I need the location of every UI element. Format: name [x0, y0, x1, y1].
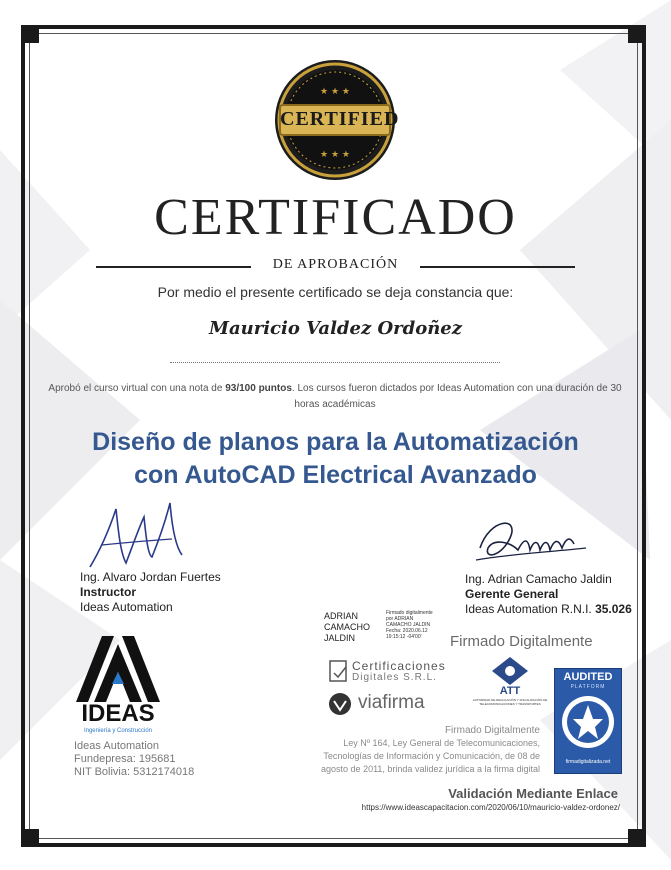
digital-signer-line3: JALDIN: [324, 633, 356, 643]
ideas-tagline: Ingeniería y Construcción: [83, 728, 153, 734]
frame-corner: [21, 25, 39, 43]
manager-company: [465, 602, 655, 617]
ideas-info-line3: NIT Bolivia: 5312174018: [74, 766, 195, 778]
digital-signer-line1: ADRIAN: [324, 611, 359, 621]
certificaciones-line1: Certificaciones: [352, 659, 446, 673]
instructor-block: [80, 570, 280, 615]
att-icon: [470, 655, 550, 689]
digital-stamp-line1: Firmado digitalmente: [386, 610, 433, 616]
firmado-heading: Firmado Digitalmente: [450, 633, 593, 650]
digital-signer-name: [324, 611, 384, 644]
frame-corner: [628, 829, 646, 847]
ideas-info-line2: Fundepresa: 195681: [74, 753, 176, 765]
digital-stamp-line2: por ADRIAN: [386, 616, 414, 622]
audited-badge: [554, 668, 622, 774]
svg-text:★ ★ ★: ★ ★ ★: [320, 150, 350, 160]
ideas-logo: [72, 632, 164, 740]
legal-line2: Tecnologías de Información y Comunicación, de 08 de: [323, 751, 540, 761]
legal-line1: Ley Nº 164, Ley General de Telecomunicaciones,: [343, 738, 540, 748]
digital-stamp: [386, 610, 446, 640]
ideas-info: [74, 740, 234, 779]
instructor-name: Ing. Alvaro Jordan Fuertes: [80, 570, 221, 584]
audited-url: firmadigitalizada.net: [565, 759, 611, 765]
att-logo: [470, 655, 550, 705]
instructor-role: Instructor: [80, 585, 137, 599]
certificate-subtitle: DE APROBACIÓN: [272, 257, 399, 272]
course-title-line2: con AutoCAD Electrical Avanzado: [134, 461, 537, 489]
description-post: . Los cursos fueron dictados por Ideas Automation con una duración de 30 horas académicas: [291, 383, 622, 410]
description-pre: Aprobó el curso virtual con una nota de: [48, 383, 226, 394]
certificaciones-logo: [328, 657, 458, 687]
ideas-info-line1: Ideas Automation: [74, 740, 160, 752]
ideas-brand: IDEAS: [81, 700, 155, 727]
course-title: [0, 426, 671, 492]
digital-stamp-line3: CAMACHO JALDIN: [386, 622, 431, 628]
audited-label: AUDITED: [563, 671, 613, 683]
validation-link[interactable]: https://www.ideascapacitacion.com/2020/06/10/mauricio-valdez-ordonez/: [361, 803, 620, 812]
ideas-logo-mark: [72, 632, 164, 704]
legal-title: Firmado Digitalmente: [444, 725, 540, 736]
certified-badge-text: CERTIFIED: [280, 108, 400, 130]
instructor-signature: [82, 497, 192, 577]
certificaciones-line2: Digitales S.R.L.: [352, 672, 437, 683]
audited-seal-icon: [555, 691, 621, 753]
name-dotted-rule: [170, 362, 500, 363]
course-title-line1: Diseño de planos para la Automatización: [92, 428, 579, 456]
certificaciones-icon: [328, 659, 350, 683]
grade: 93/100 puntos: [225, 383, 292, 394]
manager-rni: 35.026: [595, 602, 632, 616]
viafirma-icon: [328, 692, 352, 716]
manager-signature: [470, 508, 590, 578]
validation-label: Validación Mediante Enlace: [448, 786, 618, 801]
manager-block: [465, 572, 655, 617]
digital-stamp-line4: Fecha: 2020.06.12: [386, 628, 428, 634]
frame-corner: [21, 829, 39, 847]
course-description: [40, 381, 630, 413]
att-caption: AUTORIDAD DE REGULACIÓN Y FISCALIZACIÓN DE TELECOMUNICACIONES Y TRANSPORTES: [472, 698, 548, 706]
digital-stamp-line5: 19:15:12 -04'00': [386, 634, 422, 640]
manager-role: Gerente General: [465, 587, 559, 601]
legal-line3: agosto de 2011, brinda validez jurídica a la firma digital: [321, 764, 540, 774]
viafirma-text: viafirma: [358, 692, 425, 713]
manager-name: Ing. Adrian Camacho Jaldin: [465, 572, 612, 586]
instructor-company: Ideas Automation: [80, 600, 173, 614]
viafirma-logo: [328, 692, 458, 718]
audited-sub: PLATFORM: [570, 684, 606, 690]
legal-block: [300, 724, 540, 776]
certificate-title: CERTIFICADO: [154, 189, 517, 246]
recipient-name: Mauricio Valdez Ordoñez: [209, 318, 462, 339]
att-label: ATT: [499, 685, 521, 697]
certified-badge: [272, 56, 398, 184]
frame-corner: [628, 25, 646, 43]
intro-text: Por medio el presente certificado se deja constancia que:: [157, 284, 514, 300]
manager-company-prefix: Ideas Automation R.N.I.: [465, 602, 596, 616]
digital-signer-line2: CAMACHO: [324, 622, 371, 632]
svg-text:★ ★ ★: ★ ★ ★: [320, 87, 350, 97]
